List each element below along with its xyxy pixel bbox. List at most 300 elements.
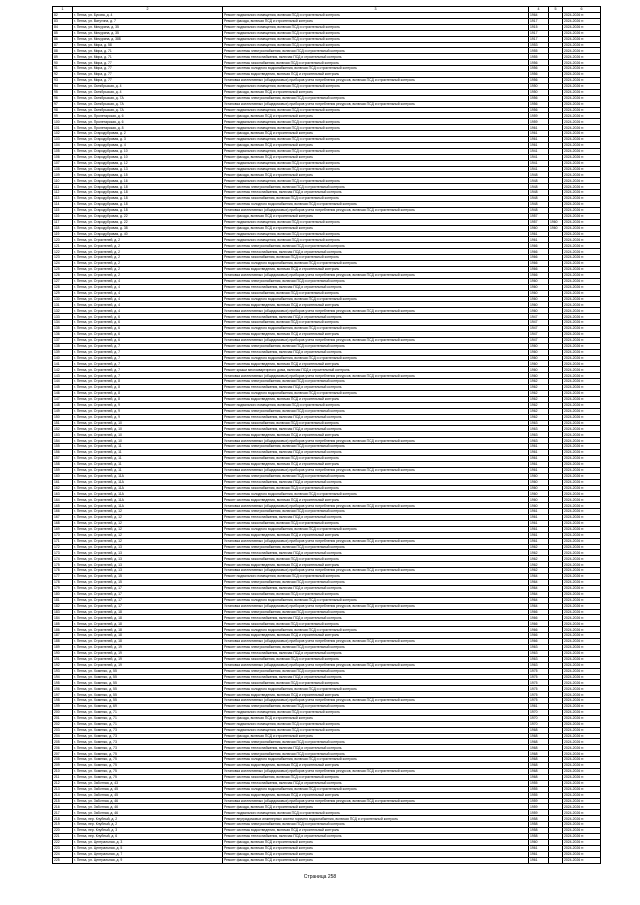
work-type-cell: Ремонт системы электроснабжения, включая ПСД и строительный контроль	[223, 822, 529, 828]
row-number-cell: 189	[53, 644, 73, 650]
year-cell: 1960	[529, 296, 549, 302]
row-number-cell: 149	[53, 408, 73, 414]
work-type-cell: Установка коллективных (общедомовых) приборов учета потребления ресурсов, включая ПСД и строительный контроль	[223, 503, 529, 509]
period-cell: 2024-2026 гг.	[563, 550, 601, 556]
row-number-cell: 136	[53, 331, 73, 337]
year-cell: 1941	[529, 160, 549, 166]
row-number-cell: 112	[53, 190, 73, 196]
row-number-cell: 98	[53, 107, 73, 113]
address-cell: г. Пенза, ул. Строителей, д. 17	[73, 597, 223, 603]
address-cell: г. Пенза, ул. Строителей, д. 4	[73, 308, 223, 314]
work-type-cell: Ремонт подвального помещения, включая ПСД и строительный контроль	[223, 721, 529, 727]
year-cell: 1966	[529, 633, 549, 639]
row-number-cell: 169	[53, 526, 73, 532]
address-cell: г. Пенза, ул. Строителей, д. 7	[73, 367, 223, 373]
period-cell: 2024-2026 гг.	[563, 804, 601, 810]
work-type-cell: Ремонт системы холодного водоснабжения, включая ПСД и строительный контроль	[223, 786, 529, 792]
year-cell: 1975	[529, 668, 549, 674]
address-cell: г. Пенза, ул. Строителей, д. 7	[73, 355, 223, 361]
period-cell: 2024-2026 гг.	[563, 780, 601, 786]
row-number-cell: 224	[53, 851, 73, 857]
year-cell: 1960	[529, 302, 549, 308]
row-number-cell: 114	[53, 202, 73, 208]
address-cell: г. Пенза, пер. Клубный, д. 2	[73, 822, 223, 828]
address-cell: г. Пенза, ул. Октябрьская, д. 4	[73, 83, 223, 89]
row-number-cell: 87	[53, 42, 73, 48]
work-type-cell: Ремонт системы газоснабжения, включая ПСД и строительный контроль	[223, 320, 529, 326]
address-cell: г. Пенза, ул. Строителей, д. 11	[73, 461, 223, 467]
address-cell: г. Пенза, ул. Строителей, д. 7	[73, 343, 223, 349]
address-cell: г. Пенза, пер. Клубный, д. 2	[73, 816, 223, 822]
period-cell: 2024-2026 гг.	[563, 520, 601, 526]
year-cell: 1961	[529, 444, 549, 450]
row-number-cell: 207	[53, 751, 73, 757]
address-cell: г. Пенза, ул. Стародубровая, д. 13	[73, 166, 223, 172]
address-cell: г. Пенза, ул. Октябрьская, д. 7А	[73, 95, 223, 101]
address-cell: г. Пенза, ул. Строителей, д. 11А	[73, 485, 223, 491]
year-cell: 1959	[529, 798, 549, 804]
year-cell: 1950	[529, 83, 549, 89]
row-number-cell: 163	[53, 491, 73, 497]
address-cell: г. Пенза, ул. Стародубровая, д. 10	[73, 154, 223, 160]
work-type-cell: Ремонт подвального помещения, включая ПСД и строительный контроль	[223, 166, 529, 172]
year-cell: 1956	[529, 77, 549, 83]
work-type-cell: Ремонт подвального помещения, включая ПСД и строительный контроль	[223, 160, 529, 166]
address-cell: г. Пенза, ул. Хоменко, д. 75	[73, 763, 223, 769]
year-cell: 1959	[529, 119, 549, 125]
period-cell: 2024-2026 гг.	[563, 255, 601, 261]
work-type-cell: Ремонт системы газоснабжения, включая ПСД и строительный контроль	[223, 420, 529, 426]
register-sheet	[52, 6, 600, 864]
period-cell: 2024-2026 гг.	[563, 733, 601, 739]
address-cell: г. Пенза, ул. Строителей, д. 11А	[73, 491, 223, 497]
year-cell: 1941	[529, 148, 549, 154]
year-cell: 1961	[529, 520, 549, 526]
period-cell: 2024-2026 гг.	[563, 125, 601, 131]
work-type-cell: Ремонт системы холодного водоснабжения, включая ПСД и строительный контроль	[223, 261, 529, 267]
row-number-cell: 218	[53, 816, 73, 822]
work-type-cell: Ремонт фасада, включая ПСД и строительный контроль	[223, 131, 529, 137]
row-number-cell: 151	[53, 420, 73, 426]
work-type-cell: Ремонт системы холодного водоснабжения, включая ПСД и строительный контроль	[223, 355, 529, 361]
row-number-cell: 210	[53, 769, 73, 775]
period-cell: 2024-2026 гг.	[563, 574, 601, 580]
work-type-cell: Ремонт системы холодного водоснабжения, включая ПСД и строительный контроль	[223, 627, 529, 633]
year-cell: 1966	[529, 609, 549, 615]
period-cell: 2024-2026 гг.	[563, 54, 601, 60]
period-cell: 2024-2026 гг.	[563, 396, 601, 402]
address-cell: г. Пенза, ул. Строителей, д. 11	[73, 450, 223, 456]
work-type-cell: Ремонт системы теплоснабжения, включая ПСД и строительный контроль	[223, 674, 529, 680]
year-cell: 1950	[529, 89, 549, 95]
work-type-cell: Ремонт системы электроснабжения, включая ПСД и строительный контроль	[223, 184, 529, 190]
row-number-cell: 159	[53, 467, 73, 473]
address-cell: г. Пенза, ул. Стародубровая, д. 18	[73, 190, 223, 196]
work-type-cell: Ремонт системы водоотведения, включая ПСД и строительный контроль	[223, 633, 529, 639]
year-cell: 1956	[529, 95, 549, 101]
row-number-cell: 173	[53, 550, 73, 556]
year-cell: 1970	[529, 709, 549, 715]
year-cell: 1955	[529, 48, 549, 54]
year-cell: 1960	[529, 349, 549, 355]
period-cell: 2024-2026 гг.	[563, 24, 601, 30]
year-cell: 1963	[529, 432, 549, 438]
address-cell: г. Пенза, ул. Хоменко, д. 75	[73, 769, 223, 775]
period-cell: 2024-2026 гг.	[563, 326, 601, 332]
period-cell: 2024-2026 гг.	[563, 284, 601, 290]
row-number-cell: 186	[53, 627, 73, 633]
work-type-cell: Ремонт фасада, включая ПСД и строительный контроль	[223, 851, 529, 857]
row-number-cell: 83	[53, 18, 73, 24]
period-cell: 2024-2026 гг.	[563, 30, 601, 36]
year-cell: 1917	[529, 30, 549, 36]
row-number-cell: 99	[53, 113, 73, 119]
row-number-cell: 171	[53, 538, 73, 544]
address-cell: г. Пенза, ул. Стародубровая, д. 15	[73, 172, 223, 178]
year-cell: 1956	[529, 60, 549, 66]
work-type-cell: Ремонт фасада, включая ПСД и строительный контроль	[223, 857, 529, 863]
period-cell: 2024-2026 гг.	[563, 609, 601, 615]
year-cell: 1947	[529, 320, 549, 326]
year-cell: 1941	[529, 154, 549, 160]
year-cell: 1964	[529, 13, 549, 19]
row-number-cell: 115	[53, 207, 73, 213]
period-cell: 2024-2026 гг.	[563, 178, 601, 184]
work-type-cell: Ремонт фасада, включая ПСД и строительный контроль	[223, 113, 529, 119]
work-type-cell: Ремонт системы газоснабжения, включая ПСД и строительный контроль	[223, 680, 529, 686]
year-cell: 1960	[529, 284, 549, 290]
period-cell: 2024-2026 гг.	[563, 757, 601, 763]
year-cell: 1960	[529, 485, 549, 491]
column-number-cell: 2	[73, 7, 223, 13]
address-cell: г. Пенза, ул. Строителей, д. 12	[73, 526, 223, 532]
address-cell: г. Пенза, ул. Строителей, д. 19	[73, 662, 223, 668]
work-type-cell: Ремонт системы электроснабжения, включая ПСД и строительный контроль	[223, 408, 529, 414]
row-number-cell: 148	[53, 402, 73, 408]
row-number-cell: 153	[53, 432, 73, 438]
address-cell: г. Пенза, ул. Мира, д. 58	[73, 42, 223, 48]
year-cell: 1961	[529, 704, 549, 710]
period-cell: 2024-2026 гг.	[563, 349, 601, 355]
column-number-cell: 6	[563, 7, 601, 13]
year-cell: 1964	[529, 574, 549, 580]
period-cell: 2024-2026 гг.	[563, 48, 601, 54]
period-cell: 2024-2026 гг.	[563, 36, 601, 42]
address-cell: г. Пенза, ул. Строителей, д. 9	[73, 402, 223, 408]
year-cell: 1966	[529, 627, 549, 633]
work-type-cell: Ремонт фасада, включая ПСД и строительный контроль	[223, 213, 529, 219]
address-cell: г. Пенза, ул. Хоменко, д. 55	[73, 668, 223, 674]
row-number-cell: 215	[53, 798, 73, 804]
year-cell: 1960	[529, 497, 549, 503]
year-cell: 1963	[529, 662, 549, 668]
period-cell: 2024-2026 гг.	[563, 591, 601, 597]
period-cell: 2024-2026 гг.	[563, 225, 601, 231]
address-cell: г. Пенза, ул. Строителей, д. 6	[73, 314, 223, 320]
period-cell: 2024-2026 гг.	[563, 727, 601, 733]
period-cell: 2024-2026 гг.	[563, 644, 601, 650]
year-cell: 1960	[529, 503, 549, 509]
address-cell: г. Пенза, ул. Строителей, д. 18	[73, 627, 223, 633]
address-cell: г. Пенза, ул. Пролетарская, д. 6	[73, 113, 223, 119]
year-cell: 1948	[529, 184, 549, 190]
row-number-cell: 176	[53, 568, 73, 574]
period-cell: 2024-2026 гг.	[563, 822, 601, 828]
work-type-cell: Ремонт системы электроснабжения, включая ПСД и строительный контроль	[223, 473, 529, 479]
year-cell: 1966	[529, 621, 549, 627]
address-cell: г. Пенза, ул. Строителей, д. 6	[73, 326, 223, 332]
year-cell: 1955	[529, 54, 549, 60]
address-cell: г. Пенза, ул. Строителей, д. 10	[73, 420, 223, 426]
work-type-cell: Ремонт системы водоотведения, включая ПСД и строительный контроль	[223, 266, 529, 272]
period-cell: 2024-2026 гг.	[563, 166, 601, 172]
year-cell: 1963	[529, 420, 549, 426]
work-type-cell: Ремонт подвального помещения, включая ПСД и строительный контроль	[223, 119, 529, 125]
row-number-cell: 217	[53, 810, 73, 816]
address-cell: г. Пенза, ул. Строителей, д. 2	[73, 243, 223, 249]
table-body	[53, 7, 601, 864]
row-number-cell: 92	[53, 72, 73, 78]
year-cell: 1968	[529, 745, 549, 751]
period-cell: 2024-2026 гг.	[563, 190, 601, 196]
year-cell: 1961	[529, 461, 549, 467]
period-cell: 2024-2026 гг.	[563, 385, 601, 391]
row-number-cell: 175	[53, 562, 73, 568]
year-cell: 1963	[529, 426, 549, 432]
address-cell: г. Пенза, ул. Стародубровая, д. 22	[73, 213, 223, 219]
year-cell: 1975	[529, 692, 549, 698]
address-cell: г. Пенза, ул. Строителей, д. 17	[73, 591, 223, 597]
period-cell: 2024-2026 гг.	[563, 621, 601, 627]
work-type-cell: Ремонт подвального помещения, включая ПСД и строительный контроль	[223, 30, 529, 36]
year-cell: 1960	[529, 290, 549, 296]
address-cell: г. Пенза, ул. Строителей, д. 18	[73, 633, 223, 639]
year-cell: 1966	[529, 266, 549, 272]
year-cell: 1956	[529, 66, 549, 72]
address-cell: г. Пенза, ул. Хоменко, д. 55	[73, 680, 223, 686]
year-cell: 1966	[529, 249, 549, 255]
row-number-cell: 192	[53, 662, 73, 668]
row-number-cell: 82	[53, 13, 73, 19]
address-cell: г. Пенза, ул. Стародубровая, д. 40	[73, 231, 223, 237]
row-number-cell: 223	[53, 845, 73, 851]
address-cell: г. Пенза, ул. Строителей, д. 13	[73, 550, 223, 556]
address-cell: г. Пенза, ул. Хоменко, д. 55	[73, 692, 223, 698]
row-number-cell: 129	[53, 290, 73, 296]
year-cell: 1968	[529, 727, 549, 733]
period-cell: 2024-2026 гг.	[563, 774, 601, 780]
row-number-cell: 146	[53, 391, 73, 397]
address-cell: г. Пенза, ул. Октябрьская, д. 4	[73, 89, 223, 95]
address-cell: г. Пенза, ул. Мира, д. 71	[73, 54, 223, 60]
year-cell: 1961	[529, 526, 549, 532]
period-cell: 2024-2026 гг.	[563, 314, 601, 320]
work-type-cell: Ремонт системы электроснабжения, включая ПСД и строительный контроль	[223, 580, 529, 586]
period-cell: 2024-2026 гг.	[563, 290, 601, 296]
period-cell: 2024-2026 гг.	[563, 692, 601, 698]
work-type-cell: Ремонт системы электроснабжения, включая ПСД и строительный контроль	[223, 509, 529, 515]
period-cell: 2024-2026 гг.	[563, 343, 601, 349]
work-type-cell: Ремонт системы теплоснабжения, включая ПСД и строительный контроль	[223, 426, 529, 432]
period-cell: 2024-2026 гг.	[563, 60, 601, 66]
row-number-cell: 138	[53, 343, 73, 349]
year-cell: 1959	[529, 804, 549, 810]
year-cell: 1960	[529, 491, 549, 497]
work-type-cell: Установка коллективных (общедомовых) приборов учета потребления ресурсов, включая ПСД и строительный контроль	[223, 603, 529, 609]
year-cell: 1961	[529, 237, 549, 243]
address-cell: г. Пенза, ул. Хоменко, д. 69	[73, 704, 223, 710]
work-type-cell: Ремонт системы электроснабжения, включая ПСД и строительный контроль	[223, 751, 529, 757]
period-cell: 2024-2026 гг.	[563, 231, 601, 237]
row-number-cell: 128	[53, 284, 73, 290]
year-cell: 1958	[529, 833, 549, 839]
row-number-cell: 93	[53, 77, 73, 83]
year-cell: 1966	[529, 261, 549, 267]
work-type-cell: Ремонт системы теплоснабжения, включая ПСД и строительный контроль	[223, 585, 529, 591]
period-cell: 2024-2026 гг.	[563, 686, 601, 692]
year-cell: 1963	[529, 650, 549, 656]
year-cell: 1968	[529, 774, 549, 780]
period-cell: 2024-2026 гг.	[563, 13, 601, 19]
address-cell: г. Пенза, ул. Строителей, д. 11	[73, 444, 223, 450]
row-number-cell: 203	[53, 727, 73, 733]
address-cell: г. Пенза, ул. Строителей, д. 13	[73, 562, 223, 568]
year-cell: 1970	[529, 721, 549, 727]
row-number-cell: 118	[53, 225, 73, 231]
period-cell: 2024-2026 гг.	[563, 562, 601, 568]
row-number-cell: 84	[53, 24, 73, 30]
address-cell: г. Пенза, ул. Строителей, д. 11	[73, 467, 223, 473]
period-cell: 2024-2026 гг.	[563, 184, 601, 190]
work-type-cell: Установка коллективных (общедомовых) приборов учета потребления ресурсов, включая ПСД и строительный контроль	[223, 77, 529, 83]
address-cell: г. Пенза, ул. Строителей, д. 13	[73, 556, 223, 562]
address-cell: г. Пенза, ул. Строителей, д. 2	[73, 255, 223, 261]
year-cell: 1961	[529, 467, 549, 473]
period-cell: 2024-2026 гг.	[563, 42, 601, 48]
address-cell: г. Пенза, пер. Клубный, д. 6	[73, 833, 223, 839]
period-cell: 2024-2026 гг.	[563, 810, 601, 816]
year-cell: 1955	[529, 792, 549, 798]
period-cell: 2024-2026 гг.	[563, 308, 601, 314]
period-cell: 2024-2026 гг.	[563, 857, 601, 863]
period-cell: 2024-2026 гг.	[563, 709, 601, 715]
address-cell: г. Пенза, ул. Строителей, д. 18	[73, 639, 223, 645]
row-number-cell: 100	[53, 119, 73, 125]
year-cell: 1966	[529, 255, 549, 261]
address-cell: г. Пенза, ул. Строителей, д. 7	[73, 361, 223, 367]
period-cell: 2024-2026 гг.	[563, 769, 601, 775]
address-cell: г. Пенза, ул. Строителей, д. 2	[73, 249, 223, 255]
period-cell: 2024-2026 гг.	[563, 526, 601, 532]
period-cell: 2024-2026 гг.	[563, 249, 601, 255]
extra-year-cell	[549, 857, 563, 863]
work-type-cell: Ремонт системы водоотведения, включая ПСД и строительный контроль	[223, 461, 529, 467]
year-cell: 1961	[529, 450, 549, 456]
year-cell: 1947	[529, 326, 549, 332]
address-cell: г. Пенза, ул. Строителей, д. 12	[73, 538, 223, 544]
period-cell: 2024-2026 гг.	[563, 402, 601, 408]
period-cell: 2024-2026 гг.	[563, 680, 601, 686]
work-type-cell: Ремонт системы теплоснабжения, включая ПСД и строительный контроль	[223, 249, 529, 255]
work-type-cell: Ремонт фасада, включая ПСД и строительный контроль	[223, 715, 529, 721]
year-cell: 1961	[529, 231, 549, 237]
address-cell: г. Пенза, ул. Строителей, д. 15	[73, 574, 223, 580]
work-type-cell: Ремонт подвального помещения, включая ПСД и строительный контроль	[223, 402, 529, 408]
period-cell: 2024-2026 гг.	[563, 532, 601, 538]
year-cell: 1964	[529, 591, 549, 597]
period-cell: 2024-2026 гг.	[563, 438, 601, 444]
period-cell: 2024-2026 гг.	[563, 107, 601, 113]
year-cell: 1960	[529, 308, 549, 314]
year-cell: 1961	[529, 509, 549, 515]
period-cell: 2024-2026 гг.	[563, 467, 601, 473]
period-cell: 2024-2026 гг.	[563, 450, 601, 456]
address-cell: г. Пенза, ул. Строителей, д. 15	[73, 580, 223, 586]
work-type-cell: Ремонт системы газоснабжения, включая ПСД и строительный контроль	[223, 60, 529, 66]
address-cell: г. Пенза, ул. Мичурина, д. 35	[73, 30, 223, 36]
work-type-cell: Ремонт системы теплоснабжения, включая ПСД и строительный контроль	[223, 284, 529, 290]
address-cell: г. Пенза, ул. Строителей, д. 8	[73, 396, 223, 402]
address-cell: г. Пенза, ул. Строителей, д. 19	[73, 656, 223, 662]
row-number-cell: 201	[53, 715, 73, 721]
period-cell: 2024-2026 гг.	[563, 503, 601, 509]
work-type-cell: Ремонт системы электроснабжения, включая ПСД и строительный контроль	[223, 609, 529, 615]
work-type-cell: Ремонт системы теплоснабжения, включая ПСД и строительный контроль	[223, 833, 529, 839]
work-type-cell: Ремонт системы холодного водоснабжения, включая ПСД и строительный контроль	[223, 202, 529, 208]
address-cell: г. Пенза, ул. Хоменко, д. 55	[73, 686, 223, 692]
work-type-cell: Ремонт подвального помещения, включая ПСД и строительный контроль	[223, 178, 529, 184]
period-cell: 2024-2026 гг.	[563, 556, 601, 562]
row-number-cell: 121	[53, 243, 73, 249]
period-cell: 2024-2026 гг.	[563, 154, 601, 160]
row-number-cell: 204	[53, 733, 73, 739]
work-type-cell: Установка коллективных (общедомовых) приборов учета потребления ресурсов, включая ПСД и строительный контроль	[223, 662, 529, 668]
address-cell: г. Пенза, ул. Строителей, д. 17	[73, 585, 223, 591]
address-cell: г. Пенза, ул. Мира, д. 71	[73, 48, 223, 54]
address-cell: г. Пенза, ул. Заботная, д. 45	[73, 792, 223, 798]
work-type-cell: Установка коллективных (общедомовых) приборов учета потребления ресурсов, включая ПСД и строительный контроль	[223, 373, 529, 379]
period-cell: 2024-2026 гг.	[563, 833, 601, 839]
address-cell: г. Пенза, ул. Строителей, д. 19	[73, 644, 223, 650]
work-type-cell: Ремонт системы газоснабжения, включая ПСД и строительный контроль	[223, 255, 529, 261]
period-cell: 2024-2026 гг.	[563, 131, 601, 137]
address-cell: г. Пенза, ул. Хоменко, д. 75	[73, 757, 223, 763]
address-cell: г. Пенза, ул. Мичурина, д. 38Б	[73, 36, 223, 42]
year-cell: 1961	[529, 131, 549, 137]
extra-year-cell: 1960	[549, 225, 563, 231]
address-cell: г. Пенза, ул. Октябрьская, д. 7А	[73, 107, 223, 113]
period-cell: 2024-2026 гг.	[563, 633, 601, 639]
work-type-cell: Ремонт фасада, включая ПСД и строительный контроль	[223, 225, 529, 231]
row-number-cell: 144	[53, 379, 73, 385]
work-type-cell: Ремонт системы водоотведения, включая ПСД и строительный контроль	[223, 792, 529, 798]
year-cell: 1964	[529, 580, 549, 586]
work-type-cell: Ремонт системы водоотведения, включая ПСД и строительный контроль	[223, 692, 529, 698]
address-cell: г. Пенза, ул. Центральная, д. 7	[73, 851, 223, 857]
period-cell: 2024-2026 гг.	[563, 302, 601, 308]
work-type-cell: Ремонт системы водоотведения, включая ПСД и строительный контроль	[223, 396, 529, 402]
year-cell: 1917	[529, 18, 549, 24]
period-cell: 2024-2026 гг.	[563, 373, 601, 379]
row-number-cell: 220	[53, 828, 73, 834]
work-type-cell: Ремонт подвального помещения, включая ПСД и строительный контроль	[223, 42, 529, 48]
period-cell: 2024-2026 гг.	[563, 668, 601, 674]
period-cell: 2024-2026 гг.	[563, 444, 601, 450]
row-number-cell: 125	[53, 266, 73, 272]
address-cell: г. Пенза, ул. Стародубровая, д. 18	[73, 207, 223, 213]
year-cell: 1968	[529, 751, 549, 757]
address-cell: г. Пенза, ул. Стародубровая, д. 10	[73, 148, 223, 154]
